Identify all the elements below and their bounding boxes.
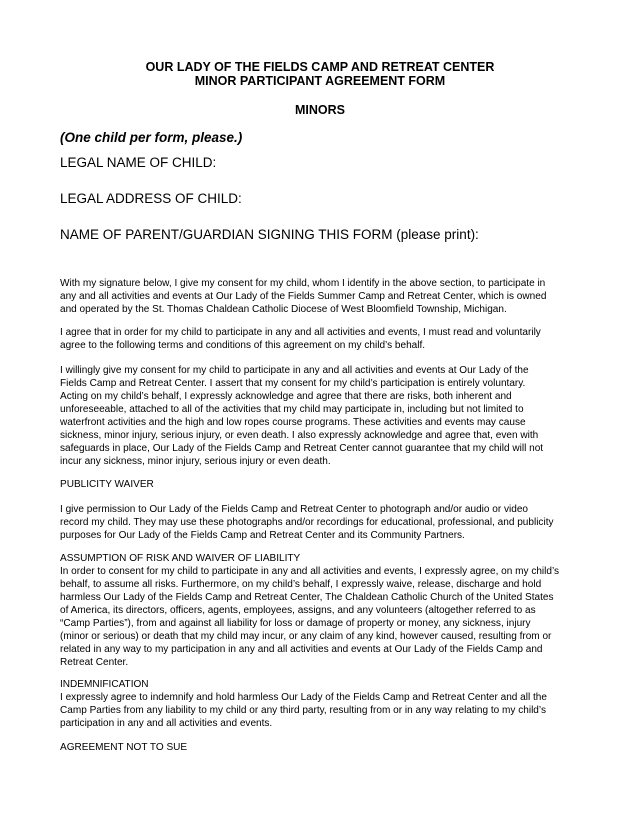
document-title: OUR LADY OF THE FIELDS CAMP AND RETREAT CENTER <box>145 60 495 74</box>
parent-name-field: NAME OF PARENT/GUARDIAN SIGNING THIS FORM (please print): <box>60 227 479 242</box>
publicity-paragraph: I give permission to Our Lady of the Fields Camp and Retreat Center to photograph and/or audio or video record my child. They may use these photographs and/or recordings for educational, professional, and publicity purposes for Our Lady of the Fields Camp and Retreat Center and its Community Partners. <box>60 504 554 541</box>
publicity-waiver-heading: PUBLICITY WAIVER <box>60 479 154 490</box>
legal-name-field: LEGAL NAME OF CHILD: <box>60 155 217 170</box>
consent-paragraph: With my signature below, I give my consent for my child, whom I identify in the above section, to participate in any and all activities and events at Our Lady of the Fields Summer Camp and Retreat Center, which is owned and operated by the St. Thomas Chaldean Catholic Diocese of West Bloomfield Township, Michigan. <box>60 278 547 315</box>
indemnification-paragraph: I expressly agree to indemnify and hold harmless Our Lady of the Fields Camp and Retreat Center and all the Camp Parties from any liability to my child or any third party, resulting from or in any way relating to my child’s participation in any and all activities and events. <box>60 692 547 729</box>
section-minors: MINORS <box>295 103 345 117</box>
indemnification-heading: INDEMNIFICATION <box>60 679 149 690</box>
agree-paragraph: I agree that in order for my child to participate in any and all activities and events, I must read and voluntarily agree to the following terms and conditions of this agreement on my child’s behalf. <box>60 327 541 351</box>
consent-risk-paragraph: I willingly give my consent for my child to participate in any and all activities and events at Our Lady of the Fields Camp and Retreat Center. I assert that my consent for my child’s participation is entirely voluntary. Acting on my child’s behalf, I expressly acknowledge and agree that there are risks, both inherent and unforeseeable, attached to all of the activities that my child may participate in, including but not limited to waterfront activities and the high and low ropes course programs. These activities and events may cause sickness, minor injury, serious injury, or even death. I also expressly acknowledge and agree that, even with safeguards in place, Our Lady of the Fields Camp and Retreat Center cannot guarantee that my child will not incur any sickness, minor injury, serious injury or even death. <box>60 365 544 467</box>
document-subtitle: MINOR PARTICIPANT AGREEMENT FORM <box>194 74 446 88</box>
risk-paragraph: In order to consent for my child to participate in any and all activities and events, I expressly agree, on my child’s behalf, to assume all risks. Furthermore, on my child’s behalf, I expressly waive, release, discharge and hold harmless Our Lady of the Fields Camp and Retreat Center, The Chaldean Catholic Church of the United States of America, its directors, officers, agents, employees, assigns, and any volunteers (altogether referred to as “Camp Parties”), from and against all liability for loss or damage of property or money, any sickness, injury (minor or serious) or death that my child may incur, or any claim of any kind, however caused, resulting from or related in any way to my participation in any and all activities and events at Our Lady of the Fields Camp and Retreat Center. <box>60 566 560 668</box>
risk-waiver-heading: ASSUMPTION OF RISK AND WAIVER OF LIABILITY <box>60 553 301 564</box>
one-child-note: (One child per form, please.) <box>60 130 243 145</box>
legal-address-field: LEGAL ADDRESS OF CHILD: <box>60 191 242 206</box>
not-sue-heading: AGREEMENT NOT TO SUE <box>60 742 188 753</box>
